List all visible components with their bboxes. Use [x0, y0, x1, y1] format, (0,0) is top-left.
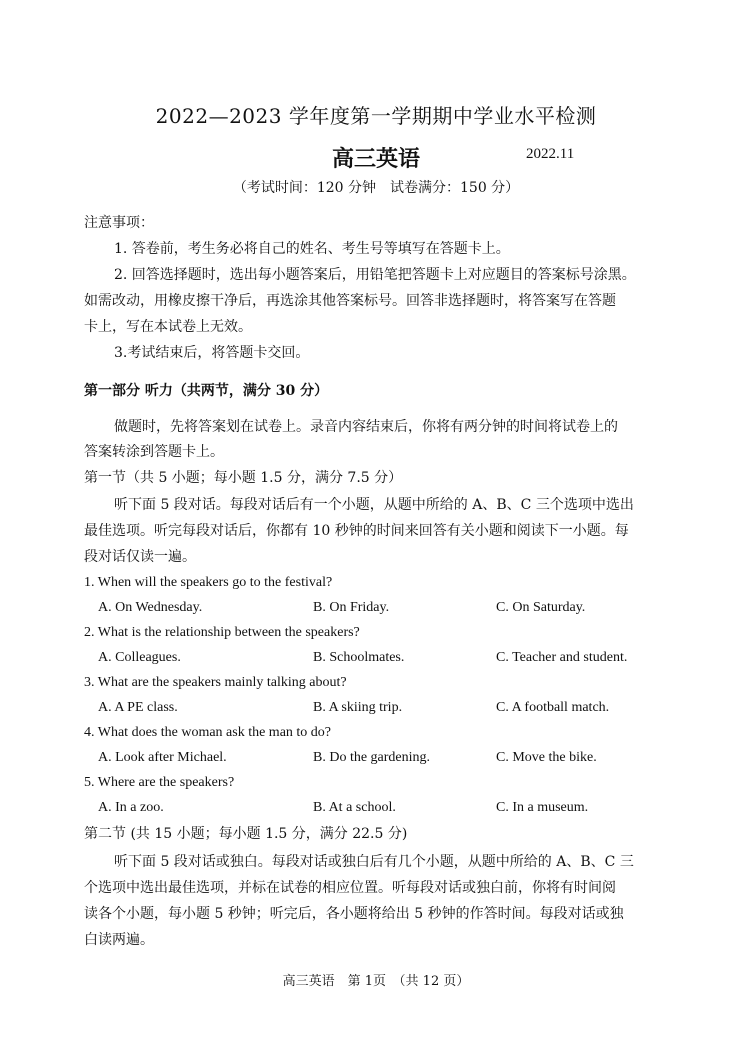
- section2-instruction-line: 听下面 5 段对话或独白。每段对话或独白后有几个小题，从题中所给的 A、B、C 三: [114, 854, 634, 870]
- part1-intro-line: 做题时，先将答案划在试卷上。录音内容结束后，你将有两分钟的时间将试卷上的: [114, 419, 618, 435]
- section2-instruction-line: 白读两遍。: [84, 932, 154, 948]
- option-c: C. Teacher and student.: [496, 650, 628, 665]
- exam-title: 2022—2023 学年度第一学期期中学业水平检测: [155, 104, 597, 128]
- notice-line: 1. 答卷前，考生务必将自己的姓名、考生号等填写在答题卡上。: [114, 241, 510, 257]
- option-b: B. On Friday.: [313, 600, 390, 615]
- exam-info: （考试时间：120 分钟 试卷满分：150 分）: [232, 180, 520, 196]
- question-text: 1. When will the speakers go to the festival?: [84, 575, 333, 590]
- option-b: B. Do the gardening.: [313, 750, 431, 765]
- exam-subject: 高三英语: [331, 146, 420, 172]
- exam-date: 2022.11: [526, 146, 575, 162]
- option-c: C. In a museum.: [496, 800, 589, 815]
- question-text: 3. What are the speakers mainly talking about?: [84, 675, 347, 690]
- option-b: B. A skiing trip.: [313, 700, 403, 715]
- notice-line: 卡上，写在本试卷上无效。: [84, 319, 252, 335]
- option-a: A. Look after Michael.: [98, 750, 227, 765]
- question-text: 2. What is the relationship between the speakers?: [84, 625, 360, 640]
- section1-instruction-line: 听下面 5 段对话。每段对话后有一个小题，从题中所给的 A、B、C 三个选项中选出: [114, 497, 634, 513]
- option-c: C. A football match.: [496, 700, 610, 715]
- part1-intro-line: 答案转涂到答题卡上。: [84, 444, 224, 460]
- notice-line: 如需改动，用橡皮擦干净后，再选涂其他答案标号。回答非选择题时，将答案写在答题: [84, 293, 616, 309]
- part1-heading: 第一部分 听力（共两节，满分 30 分）: [84, 383, 329, 399]
- option-a: A. In a zoo.: [98, 800, 164, 815]
- section1-heading: 第一节（共 5 小题；每小题 1.5 分，满分 7.5 分）: [84, 470, 403, 486]
- option-b: B. Schoolmates.: [313, 650, 405, 665]
- page-footer: 高三英语 第 1页 （共 12 页）: [282, 974, 470, 989]
- option-c: C. Move the bike.: [496, 750, 597, 765]
- section1-instruction-line: 最佳选项。听完每段对话后，你都有 10 秒钟的时间来回答有关小题和阅读下一小题。每: [84, 523, 629, 539]
- notice-line: 2. 回答选择题时，选出每小题答案后，用铅笔把答题卡上对应题目的答案标号涂黑。: [114, 267, 636, 283]
- option-c: C. On Saturday.: [496, 600, 586, 615]
- option-a: A. Colleagues.: [98, 650, 181, 665]
- option-b: B. At a school.: [313, 800, 396, 815]
- section1-instruction-line: 段对话仅读一遍。: [84, 549, 196, 565]
- option-a: A. A PE class.: [98, 700, 178, 715]
- section2-instruction-line: 读各个小题，每小题 5 秒钟；听完后，各小题将给出 5 秒钟的作答时间。每段对话或独: [84, 906, 624, 922]
- notice-line: 3.考试结束后，将答题卡交回。: [114, 345, 310, 361]
- option-a: A. On Wednesday.: [98, 600, 203, 615]
- question-text: 5. Where are the speakers?: [84, 775, 235, 790]
- notice-heading: 注意事项：: [84, 215, 154, 231]
- section2-instruction-line: 个选项中选出最佳选项，并标在试卷的相应位置。听每段对话或独白前，你将有时间阅: [84, 880, 616, 896]
- question-text: 4. What does the woman ask the man to do?: [84, 725, 332, 740]
- section2-heading: 第二节 (共 15 小题；每小题 1.5 分，满分 22.5 分): [84, 826, 408, 842]
